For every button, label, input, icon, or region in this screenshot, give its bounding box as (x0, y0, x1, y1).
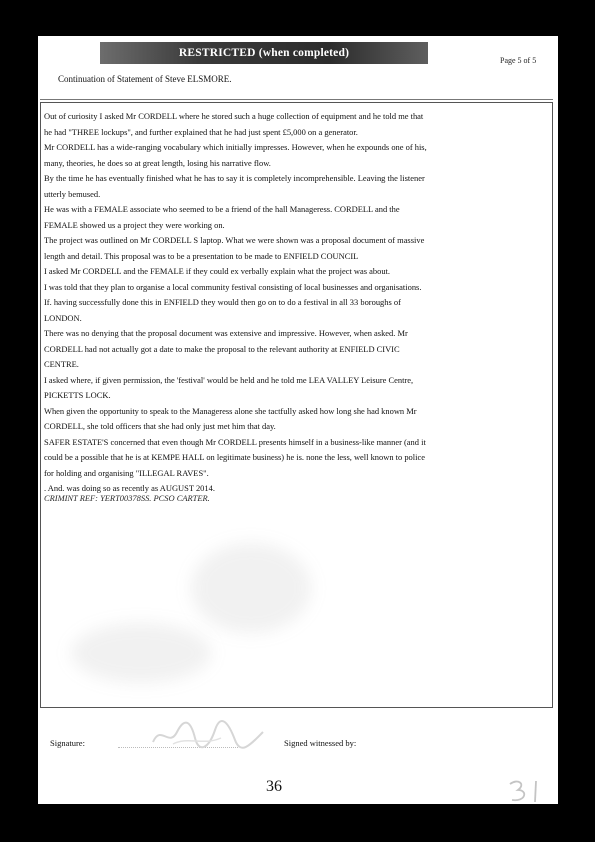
signature-label: Signature: (50, 738, 85, 748)
statement-body (44, 109, 549, 503)
statement-box (40, 102, 553, 708)
statement-line: I was told that they plan to organise a local community festival consisting of local businesses and organisations. (44, 281, 422, 292)
statement-line: SAFER ESTATE'S concerned that even though Mr CORDELL presents himself in a business-like manner (and it (44, 436, 426, 447)
signature-scribble-icon (143, 714, 273, 754)
statement-line: CORDELL had not actually got a date to make the proposal to the relevant authority at ENFIELD CIVIC (44, 343, 400, 354)
statement-line: PICKETTS LOCK. (44, 390, 111, 400)
statement-line: Mr CORDELL has a wide-ranging vocabulary which initially impresses. However, when he expounds one of his, (44, 142, 427, 152)
statement-line: many, theories, he does so at great length, losing his narrative flow. (44, 157, 271, 168)
statement-line: I asked Mr CORDELL and the FEMALE if they could ex verbally explain what the project was about. (44, 266, 391, 276)
page-of-label: Page 5 of 5 (500, 56, 537, 65)
statement-line: I asked where, if given permission, the 'festival' would be held and he told me LEA VALLEY Leisure Centre, (44, 374, 414, 385)
statement-line: Out of curiosity I asked Mr CORDELL where he stored such a huge collection of equipment and he told me that (44, 111, 424, 121)
statement-line: The project was outlined on Mr CORDELL S laptop. What we were shown was a proposal document of massive (44, 235, 425, 245)
statement-line: . And. was doing so as recently as AUGUST 2014. (44, 483, 215, 493)
statement-line: for holding and organising "ILLEGAL RAVES". (44, 467, 209, 478)
paper-smudge (191, 543, 311, 633)
statement-line: When given the opportunity to speak to the Manageress alone she tactfully asked how long she had known Mr (44, 405, 417, 416)
witnessed-label: Signed witnessed by: (284, 738, 357, 748)
criminal-reference: CRIMINT REF: YERT00378SS. PCSO CARTER. (44, 493, 210, 503)
statement-line: he had "THREE lockups", and further explained that he had just spent £5,000 on a generator. (44, 126, 358, 137)
box-top-rule (40, 99, 553, 100)
restricted-banner: RESTRICTED (when completed) (100, 42, 428, 64)
statement-line: utterly bemused. (44, 188, 101, 199)
statement-line: CENTRE. (44, 359, 79, 369)
paper-smudge (71, 623, 211, 683)
signature-row (38, 736, 558, 756)
handwritten-page-mark-icon (506, 778, 546, 804)
statement-line: CORDELL, she told officers that she had only just met him that day. (44, 421, 276, 431)
bundle-page-number: 36 (266, 778, 282, 795)
continuation-heading: Continuation of Statement of Steve ELSMORE. (58, 74, 232, 84)
statement-page (38, 36, 558, 804)
statement-line: By the time he has eventually finished what he has to say it is completely incomprehensible. Leaving the listener (44, 173, 425, 183)
statement-line: If. having successfully done this in ENFIELD they would then go on to do a festival in all 33 boroughs of (44, 297, 401, 307)
statement-line: There was no denying that the proposal document was extensive and impressive. However, when asked. Mr (44, 328, 408, 338)
statement-line: could be a possible that he is at KEMPE HALL on legitimate business) he is. none the less, well known to police (44, 452, 425, 462)
statement-line: FEMALE showed us a project they were working on. (44, 219, 225, 230)
statement-line: LONDON. (44, 312, 82, 323)
statement-line: He was with a FEMALE associate who seemed to be a friend of the hall Manageress. CORDELL and the (44, 204, 400, 214)
statement-line: length and detail. This proposal was to be a presentation to be made to ENFIELD COUNCIL (44, 250, 359, 261)
